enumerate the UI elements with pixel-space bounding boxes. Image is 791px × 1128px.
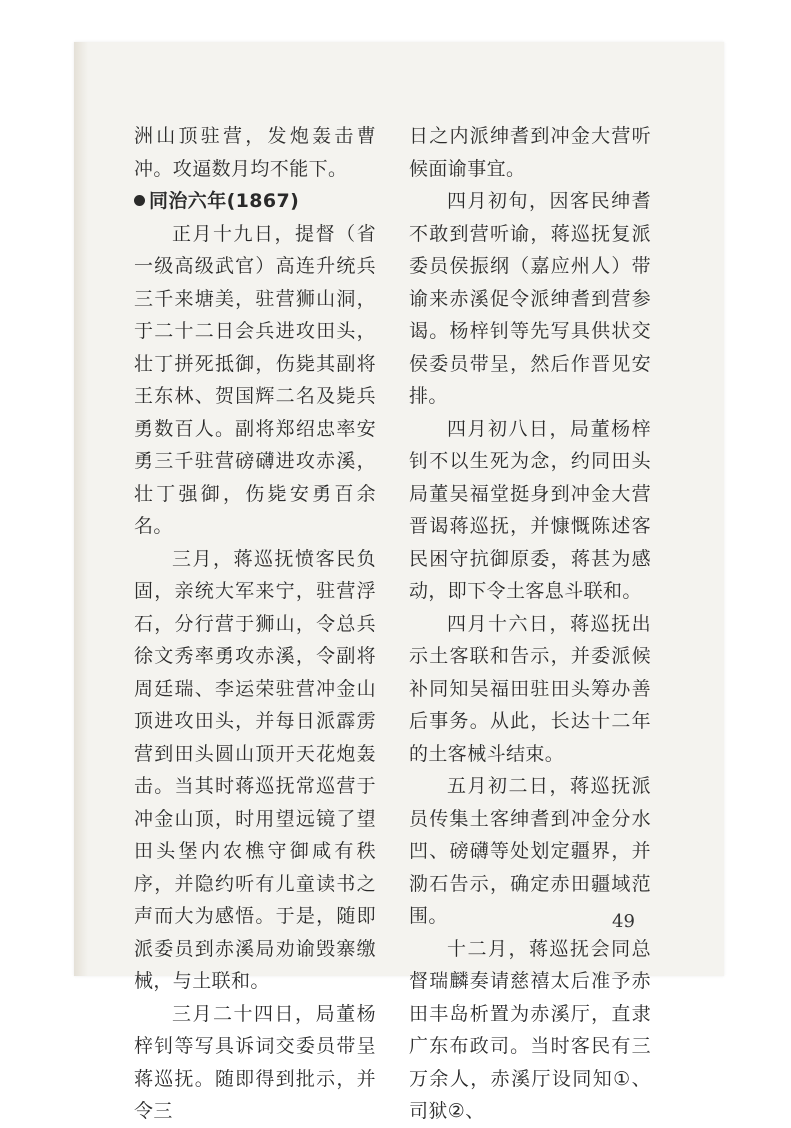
left-column bbox=[134, 120, 376, 1128]
section-heading bbox=[134, 185, 376, 218]
book-page bbox=[74, 42, 724, 1122]
paragraph: 五月初二日，蒋巡抚派员传集土客绅耆到冲金分水凹、磅礴等处划定疆界，并泐石告示，确定赤田疆域范围。 bbox=[409, 775, 651, 927]
paragraph: 正月十九日，提督（省一级高级武官）高连升统兵三千来塘美，驻营狮山洞，于二十二日会兵进攻田头，壮丁拼死抵御，伤毙其副将王东林、贺国辉二名及毙兵勇数百人。副将郑绍忠率安勇三千驻营磅礴进攻赤溪，壮丁强御，伤毙安勇百余名。 bbox=[134, 222, 376, 537]
paragraph: 十二月，蒋巡抚会同总督瑞麟奏请慈禧太后准予赤田丰岛析置为赤溪厅，直隶广东布政司。当时客民有三万余人，赤溪厅设同知①、司狱②、 bbox=[409, 937, 651, 1122]
paragraph: 四月初八日，局董杨梓钊不以生死为念，约同田头局董吴福堂挺身到冲金大营晋谒蒋巡抚，并慷慨陈述客民困守抗御原委，蒋甚为感动，即下令土客息斗联和。 bbox=[409, 417, 651, 602]
paragraph: 四月初旬，因客民绅耆不敢到营听谕，蒋巡抚复派委员侯振纲（嘉应州人）带谕来赤溪促令派绅耆到营参谒。杨梓钊等先写具供状交侯委员带呈，然后作晋见安排。 bbox=[409, 190, 651, 407]
paragraph: 四月十六日，蒋巡抚出示土客联和告示，并委派候补同知吴福田驻田头筹办善后事务。从此，长达十二年的土客械斗结束。 bbox=[409, 612, 651, 765]
heading-text: 同治六年(1867) bbox=[149, 190, 300, 212]
right-column bbox=[409, 120, 651, 1128]
page-number: 49 bbox=[612, 911, 635, 932]
paragraph: 三月，蒋巡抚愤客民负固，亲统大军来宁，驻营浮石，分行营于狮山，令总兵徐文秀率勇攻赤溪，令副将周廷瑞、李运荣驻营冲金山顶进攻田头，并每日派霹雳营到田头圆山顶开天花炮轰击。当其时蒋巡抚常巡营于冲金山顶，时用望远镜了望田头堡内农樵守御咸有秩序，并隐约听有儿童读书之声而大为感悟。于是，随即派委员到赤溪局劝谕毁寨缴械，与土联和。 bbox=[134, 547, 376, 992]
paragraph: 三月二十四日，局董杨梓钊等写具诉词交委员带呈蒋巡抚。随即得到批示，并令三 bbox=[134, 1002, 376, 1122]
paragraph: 洲山顶驻营，发炮轰击曹冲。攻逼数月均不能下。 bbox=[134, 125, 376, 180]
page-edge-stain bbox=[74, 42, 88, 976]
bullet-icon bbox=[134, 195, 145, 206]
paragraph: 日之内派绅耆到冲金大营听候面谕事宜。 bbox=[409, 125, 651, 180]
